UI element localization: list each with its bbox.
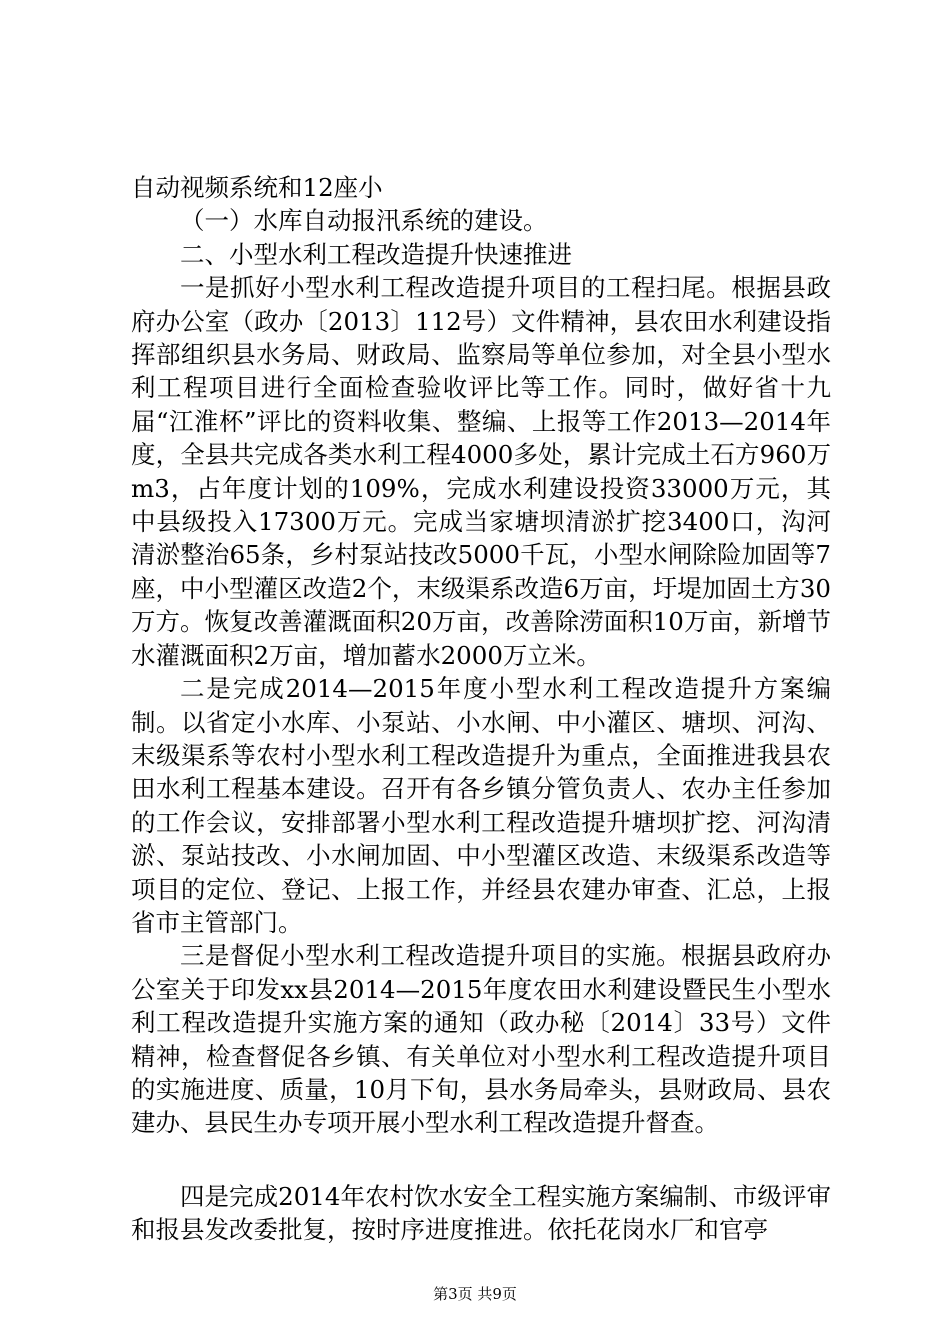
page-number-footer: 第3页 共9页 (433, 1285, 517, 1303)
paragraph-fragment: 自动视频系统和12座小 (131, 173, 383, 202)
section-heading: 二、小型水利工程改造提升快速推进 (180, 239, 572, 269)
paragraph-3: 三是督促小型水利工程改造提升项目的实施。根据县政府办公室关于印发xx县2014—2015年度农田水利建设暨民生小型水利工程改造提升实施方案的通知（政办秘〔2014〕33号）文件精神，检查督促各乡镇、有关单位对小型水利工程改造提升项目的实施进度、质量，10月下旬，县水务局牵头，县财政局、县农建办、县民生办专项开展小型水利工程改造提升督查。 (131, 941, 831, 1138)
document-body (131, 171, 831, 1247)
paragraph-1: 一是抓好小型水利工程改造提升项目的工程扫尾。根据县政府办公室（政办〔2013〕112号）文件精神，县农田水利建设指挥部组织县水务局、财政局、监察局等单位参加，对全县小型水利工程项目进行全面检查验收评比等工作。同时，做好省十九届“江淮杯”评比的资料收集、整编、上报等工作2013—2014年度，全县共完成各类水利工程4000多处，累计完成土石方960万m3，占年度计划的109%，完成水利建设投资33000万元，其中县级投入17300万元。完成当家塘坝清淤扩挖3400口，沟河清淤整治65条，乡村泵站技改5000千瓦，小型水闸除险加固等7座，中小型灌区改造2个，末级渠系改造6万亩，圩堤加固土方30万方。恢复改善灌溉面积20万亩，改善除涝面积10万亩，新增节水灌溉面积2万亩，增加蓄水2000万立米。 (131, 273, 831, 670)
section-subheading: （一）水库自动报汛系统的建设。 (180, 206, 548, 236)
paragraph-4: 四是完成2014年农村饮水安全工程实施方案编制、市级评审和报县发改委批复，按时序进度推进。依托花岗水厂和官亭 (131, 1181, 831, 1245)
paragraph-2: 二是完成2014—2015年度小型水利工程改造提升方案编制。以省定小水库、小泵站、小水闸、中小灌区、塘坝、河沟、末级渠系等农村小型水利工程改造提升为重点，全面推进我县农田水利工程基本建设。召开有各乡镇分管负责人、农办主任参加的工作会议，安排部署小型水利工程改造提升塘坝扩挖、河沟清淤、泵站技改、小水闸加固、中小型灌区改造、末级渠系改造等项目的定位、登记、上报工作，并经县农建办审查、汇总，上报省市主管部门。 (131, 674, 831, 937)
paragraph-gap (131, 1140, 831, 1180)
